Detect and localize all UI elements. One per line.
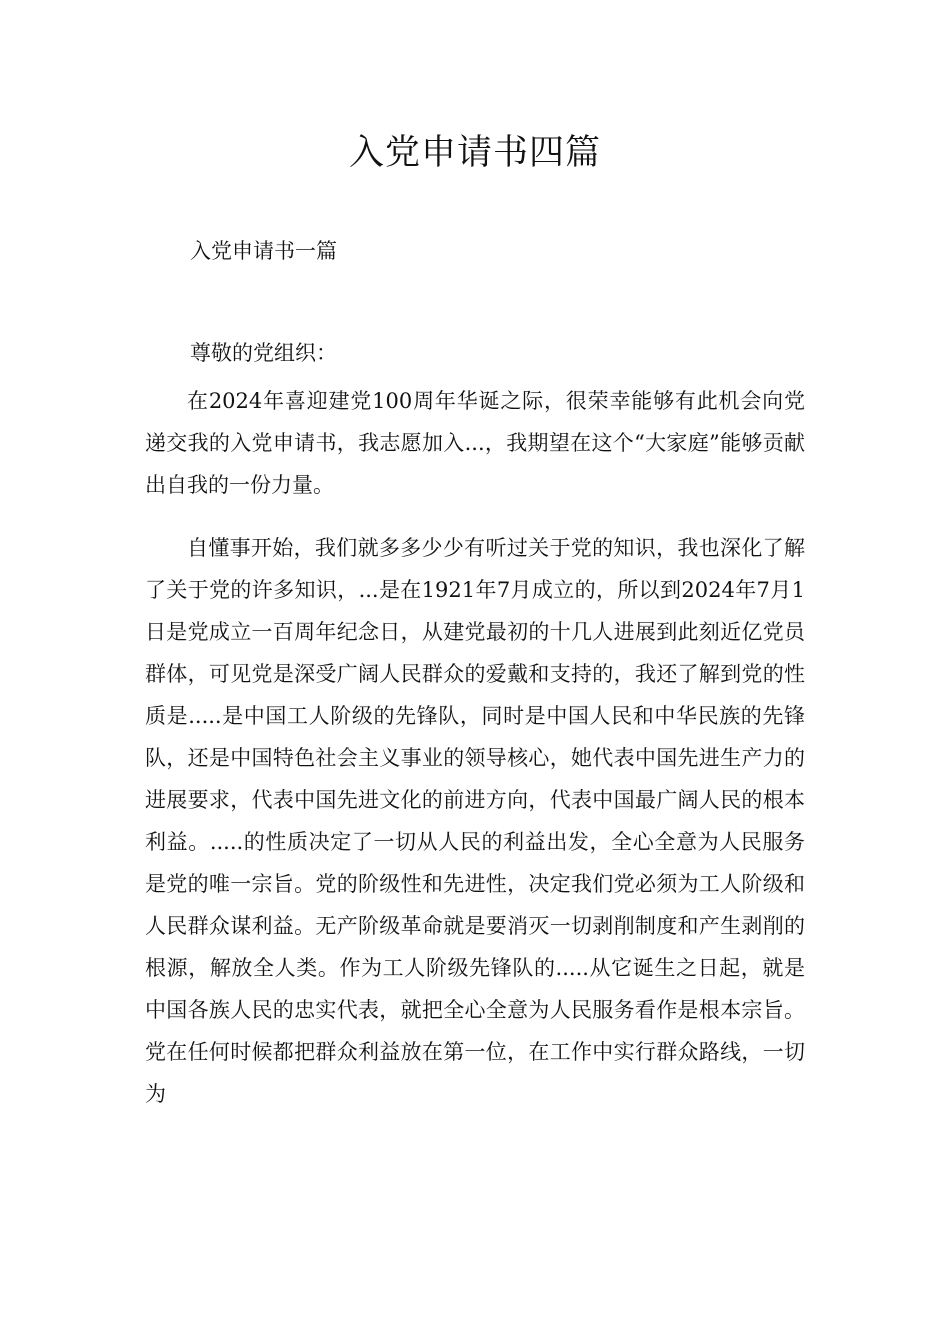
salutation: 尊敬的党组织： bbox=[190, 341, 337, 365]
section-heading: 入党申请书一篇 bbox=[190, 239, 337, 263]
body-paragraph: 自懂事开始，我们就多多少少有听过关于党的知识，我也深化了解了关于党的许多知识，...是在1921年7月成立的，所以到2024年7月1日是党成立一百周年纪念日，从建党最初的十几人进展到此刻近亿党员群体，可见党是深受广阔人民群众的爱戴和支持的，我还了解到党的性质是.....是中国工人阶级的先锋队，同时是中国人民和中华民族的先锋队，还是中国特色社会主义事业的领导核心，她代表中国先进生产力的进展要求，代表中国先进文化的前进方向，代表中国最广阔人民的根本利益。.....的性质决定了一切从人民的利益出发，全心全意为人民服务是党的唯一宗旨。党的阶级性和先进性，决定我们党必须为工人阶级和人民群众谋利益。无产阶级革命就是要消灭一切剥削制度和产生剥削的根源，解放全人类。作为工人阶级先锋队的.....从它诞生之日起，就是中国各族人民的忠实代表，就把全心全意为人民服务看作是根本宗旨。党在任何时候都把群众利益放在第一位，在工作中实行群众路线，一切为 bbox=[145, 536, 805, 1106]
body-paragraph: 在2024年喜迎建党100周年华诞之际，很荣幸能够有此机会向党递交我的入党申请书，我志愿加入...，我期望在这个“大家庭”能够贡献出自我的一份力量。 bbox=[145, 389, 805, 497]
document-title: 入党申请书四篇 bbox=[348, 133, 601, 173]
